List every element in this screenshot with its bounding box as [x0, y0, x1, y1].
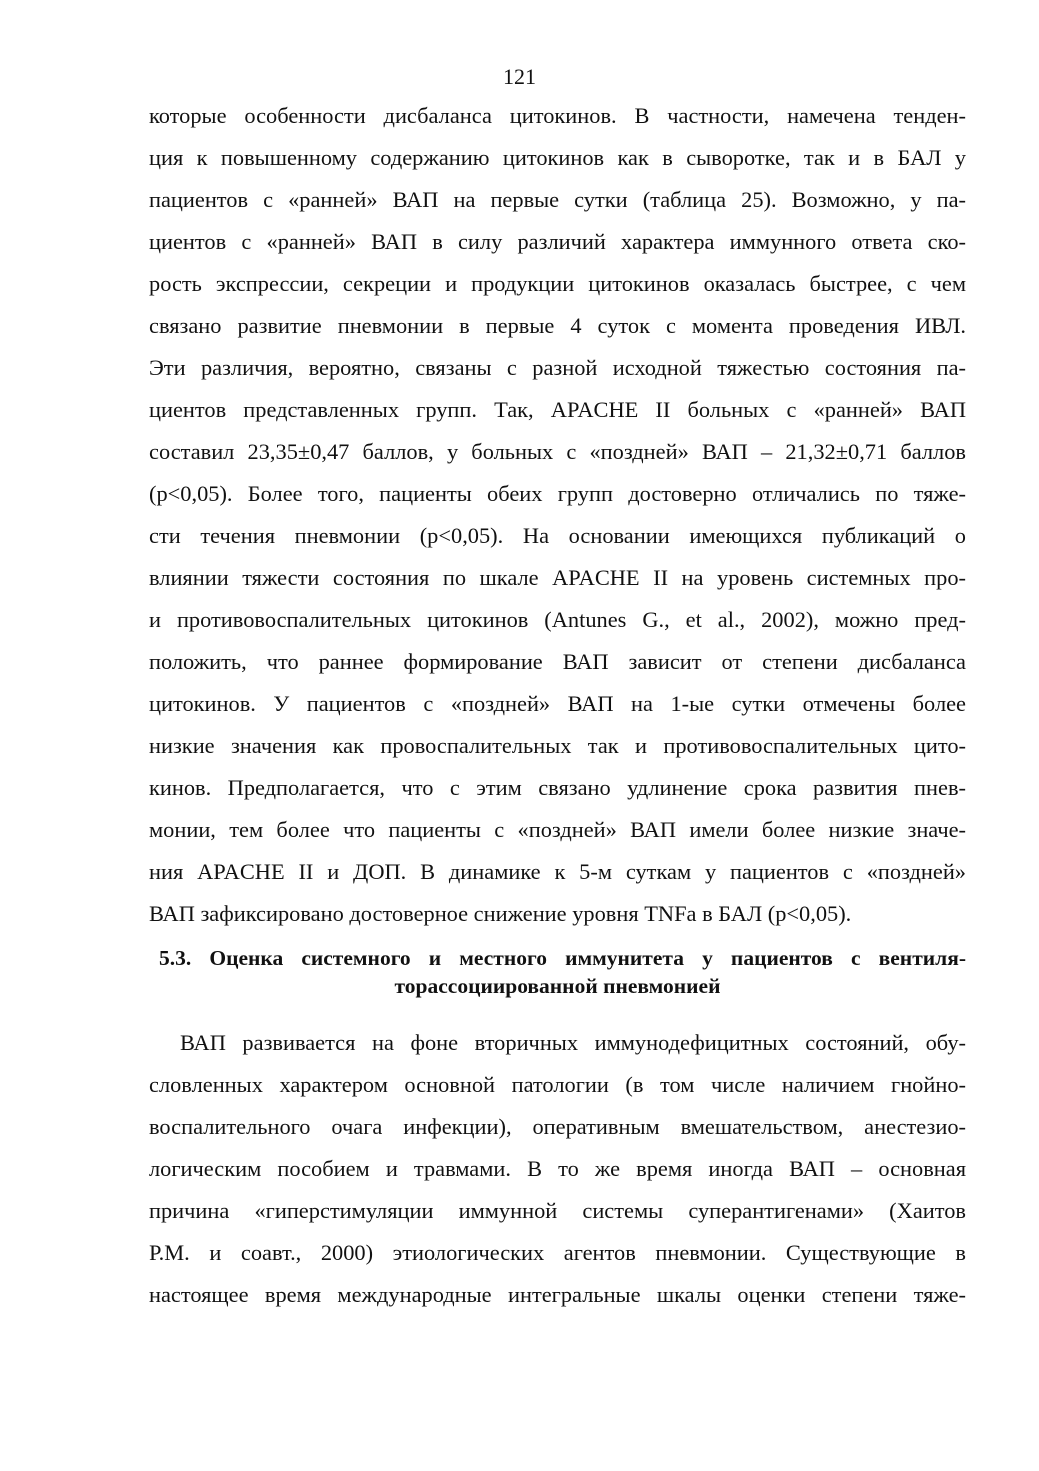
- text-line: кинов. Предполагается, что с этим связано удлинение срока развития пнев-: [149, 775, 966, 800]
- text-line: пациентов с «ранней» ВАП на первые сутки (таблица 25). Возможно, у па-: [149, 187, 966, 212]
- text-line: низкие значения как провоспалительных так и противовоспалительных цито-: [149, 733, 966, 758]
- text-line: циентов представленных групп. Так, APACHE II больных с «ранней» ВАП: [149, 397, 966, 422]
- text-line: ВАП зафиксировано достоверное снижение уровня TNFa в БАЛ (р<0,05).: [149, 901, 852, 926]
- text-line: ция к повышенному содержанию цитокинов как в сыворотке, так и в БАЛ у: [149, 145, 966, 170]
- text-line: монии, тем более что пациенты с «поздней» ВАП имели более низкие значе-: [149, 817, 966, 842]
- text-line: которые особенности дисбаланса цитокинов. В частности, намечена тенден-: [149, 103, 966, 128]
- text-line: логическим пособием и травмами. В то же время иногда ВАП – основная: [149, 1156, 966, 1181]
- text-line: и противовоспалительных цитокинов (Antunes G., et al., 2002), можно пред-: [149, 607, 966, 632]
- text-line: сти течения пневмонии (р<0,05). На основании имеющихся публикаций о: [149, 523, 966, 548]
- section-heading-continuation: торассоциированной пневмонией: [394, 974, 721, 998]
- text-line: настоящее время международные интегральные шкалы оценки степени тяже-: [149, 1282, 966, 1307]
- text-line: Эти различия, вероятно, связаны с разной исходной тяжестью состояния па-: [149, 355, 966, 380]
- text-line: положить, что раннее формирование ВАП зависит от степени дисбаланса: [149, 649, 966, 674]
- text-line: рость экспрессии, секреции и продукции цитокинов оказалась быстрее, с чем: [149, 271, 966, 296]
- text-line: связано развитие пневмонии в первые 4 суток с момента проведения ИВЛ.: [149, 313, 966, 338]
- text-line: причина «гиперстимуляции иммунной системы суперантигенами» (Хаитов: [149, 1198, 966, 1223]
- text-line: ВАП развивается на фоне вторичных иммунодефицитных состояний, обу-: [180, 1030, 966, 1055]
- page-number: 121: [503, 64, 536, 89]
- text-line: составил 23,35±0,47 баллов, у больных с «поздней» ВАП – 21,32±0,71 баллов: [149, 439, 966, 464]
- text-line: воспалительного очага инфекции), оперативным вмешательством, анестезио-: [149, 1114, 966, 1139]
- text-line: влиянии тяжести состояния по шкале APACHE II на уровень системных про-: [149, 565, 966, 590]
- text-line: словленных характером основной патологии (в том числе наличием гнойно-: [149, 1072, 966, 1097]
- text-line: циентов с «ранней» ВАП в силу различий характера иммунного ответа ско-: [149, 229, 966, 254]
- text-line: Р.М. и соавт., 2000) этиологических агентов пневмонии. Существующие в: [149, 1240, 966, 1265]
- text-line: ния APACHE II и ДОП. В динамике к 5-м суткам у пациентов с «поздней»: [149, 859, 966, 884]
- text-line: (р<0,05). Более того, пациенты обеих групп достоверно отличались по тяже-: [149, 481, 966, 506]
- text-line: цитокинов. У пациентов с «поздней» ВАП на 1-ые сутки отмечены более: [149, 691, 966, 716]
- section-heading: 5.3. Оценка системного и местного иммунитета у пациентов с вентиля-: [159, 946, 966, 970]
